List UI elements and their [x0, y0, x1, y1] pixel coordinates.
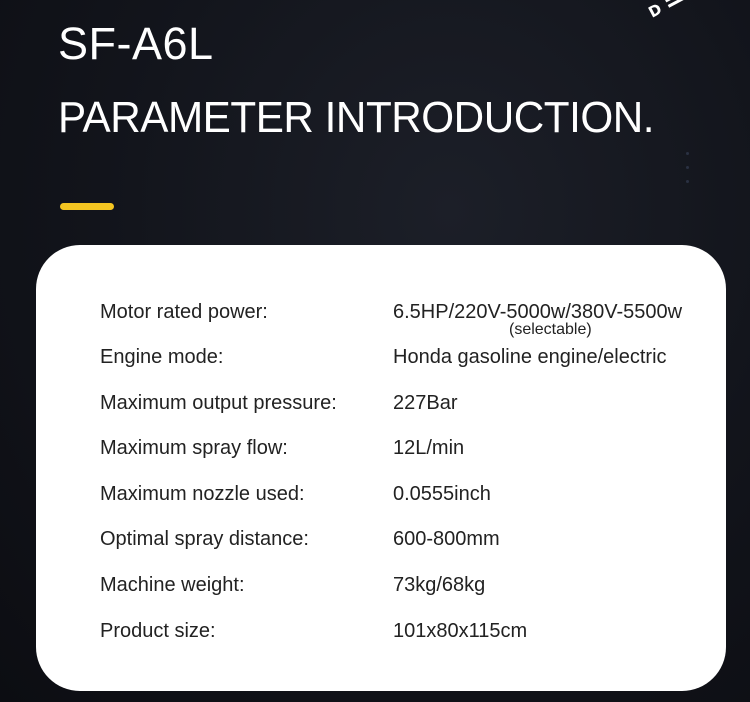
spec-row-output-pressure	[36, 387, 726, 419]
spec-label: Engine mode:	[100, 346, 224, 368]
accent-bar	[60, 203, 114, 210]
spec-value: 101x80x115cm	[393, 620, 528, 642]
spec-note: (selectable)	[509, 321, 592, 338]
spec-row-nozzle	[36, 478, 726, 510]
model-title: SF-A6L	[58, 18, 214, 69]
spec-row-product-size	[36, 615, 726, 647]
spec-value: Honda gasoline engine/electric	[393, 346, 667, 368]
spec-value: 0.0555inch	[393, 483, 491, 505]
spec-label: Optimal spray distance:	[100, 528, 309, 550]
spec-value: 73kg/68kg	[393, 574, 486, 596]
spec-label: Maximum spray flow:	[100, 437, 288, 459]
dot	[686, 180, 689, 183]
dot	[686, 166, 689, 169]
spec-value: 227Bar	[393, 392, 458, 414]
spec-label: Product size:	[100, 620, 216, 642]
spec-value: 600-800mm	[393, 528, 500, 550]
logo-stripe	[668, 0, 685, 8]
section-title: PARAMETER INTRODUCTION.	[58, 93, 654, 142]
dot	[686, 152, 689, 155]
spec-value: 12L/min	[393, 437, 465, 459]
spec-row-motor-power	[36, 296, 726, 338]
spec-label: Motor rated power:	[100, 301, 268, 323]
brand-logo-icon	[645, 0, 694, 25]
spec-row-machine-weight	[36, 569, 726, 601]
decorative-dots	[686, 152, 690, 188]
spec-label: Maximum output pressure:	[100, 392, 337, 414]
spec-row-engine-mode	[36, 341, 726, 373]
spec-label: Maximum nozzle used:	[100, 483, 305, 505]
spec-card	[36, 245, 726, 691]
spec-value: 6.5HP/220V-5000w/380V-5500w	[393, 301, 683, 323]
spec-row-spray-distance	[36, 523, 726, 555]
spec-row-spray-flow	[36, 432, 726, 464]
brand-logo-letter: D	[645, 0, 664, 22]
spec-label: Machine weight:	[100, 574, 245, 596]
